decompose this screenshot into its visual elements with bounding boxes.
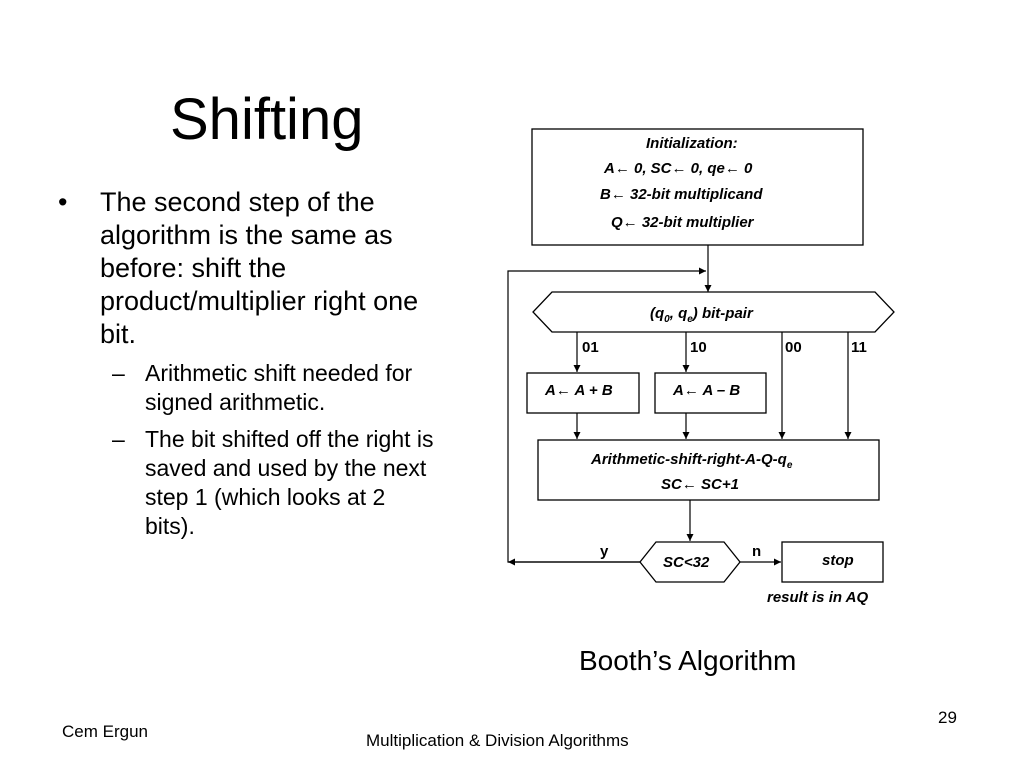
slide-title: Shifting [170,87,364,152]
init-line1: A← 0, SC← 0, qe← 0 [604,160,753,177]
branch-label-01: 01 [582,339,599,356]
result-label: result is in AQ [767,589,869,606]
bit-pair-mid: , q [669,305,688,322]
footer-topic: Multiplication & Division Algorithms [366,731,629,750]
stop-label: stop [822,552,854,569]
shift-line1-sub: e [786,460,793,471]
bullet-text: The second step of the algorithm is the same as before: shift the product/multiplier right one bit. [100,187,419,349]
sub-bullet-text: Arithmetic shift needed for signed arithmetic. [145,360,413,415]
bullet-marker: • [58,187,68,217]
loop-test-label: SC<32 [663,554,710,571]
figure-caption: Booth’s Algorithm [579,645,797,676]
footer-author: Cem Ergun [62,722,148,741]
subtract-label: A← A – B [673,382,741,399]
init-line2: B← 32-bit multiplicand [600,186,763,203]
bit-pair-sube: e [687,314,693,325]
sub-bullet-text: The bit shifted off the right is saved and used by the next step 1 (which looks at 2 bits). [145,426,434,539]
page-number: 29 [938,708,957,727]
bit-pair-prefix: (q [650,305,665,322]
bit-pair-sub0: 0 [664,314,670,325]
branch-label-11: 11 [851,339,867,356]
branch-label-10: 10 [690,339,707,356]
shift-line2: SC← SC+1 [661,476,739,493]
add-label: A← A + B [545,382,613,399]
shift-line1-text: Arithmetic-shift-right-A-Q-q [591,451,787,468]
sub-bullet-marker: – [112,426,125,452]
yes-label: y [600,543,609,560]
init-line3: Q← 32-bit multiplier [611,214,754,231]
sub-bullet-marker: – [112,360,125,386]
init-heading: Initialization: [646,135,738,152]
bit-pair-suffix: ) bit-pair [692,305,753,322]
branch-label-00: 00 [785,339,802,356]
no-label: n [752,543,762,560]
